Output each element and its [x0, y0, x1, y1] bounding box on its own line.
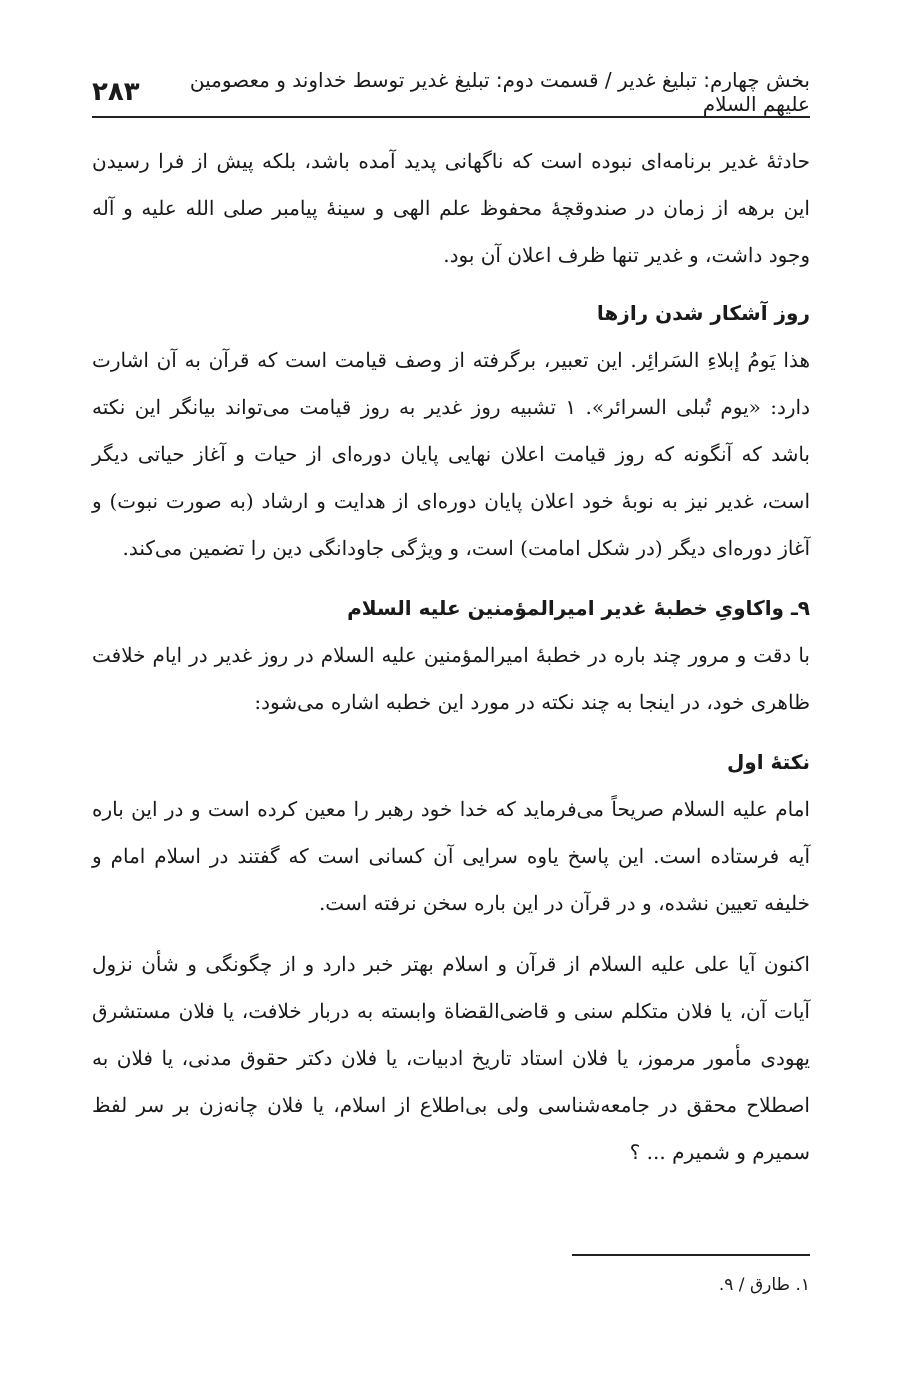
- paragraph-1: حادثهٔ غدیر برنامه‌ای نبوده است که ناگهانی پدید آمده باشد، بلکه پیش از فرا رسیدن این برهه از زمان در صندوقچهٔ محفوظ علم الهی و سینهٔ پیامبر صلی الله علیه و آله وجود داشت، و غدیر تنها ظرف اعلان آن بود.: [92, 149, 810, 267]
- page-number: ۲۸۳: [92, 77, 140, 107]
- paragraph-5: اکنون آیا علی علیه السلام از قرآن و اسلام بهتر خبر دارد و از چگونگی و شأن نزول آیات آن، یا فلان متکلم سنی و قاضی‌القضاة وابسته به دربار خلافت، یا فلان مستشرق یهودی مأمور مرموز، یا فلان استاد تاریخ ادبیات، یا فلان دکتر حقوق مدنی، یا فلان به اصطلاح محقق در جامعه‌شناسی ولی بی‌اطلاع از اسلام، یا فلان چانه‌زن بر سر لفظ سمیرم و شمیرم ... ؟: [92, 952, 810, 1164]
- section-heading-secrets-day: روز آشکار شدن رازها: [596, 301, 810, 325]
- header-rule: [92, 116, 810, 118]
- book-page: [92, 0, 810, 1390]
- running-title: بخش چهارم: تبلیغ غدیر / قسمت دوم: تبلیغ غدیر توسط خداوند و معصومین علیهم السلام: [189, 68, 810, 116]
- running-header: [92, 70, 810, 114]
- footnote-rule: [572, 1254, 810, 1256]
- paragraph-4: امام علیه السلام صریحاً می‌فرماید که خدا خود رهبر را معین کرده است و در این باره آیه فرستاده است. این پاسخ یاوه سرایی آن کسانی است که گفتند در اسلام امام و خلیفه تعیین نشده، و در قرآن در این باره سخن نرفته است.: [92, 797, 810, 915]
- paragraph-3: با دقت و مرور چند باره در خطبهٔ امیرالمؤمنین علیه السلام در روز غدیر در ایام خلافت ظاهری خود، در اینجا به چند نکته در مورد این خطبه اشاره می‌شود:: [92, 643, 810, 714]
- paragraph-2: هذا یَومُ إبلاءِ السَرائِر. این تعبیر، برگرفته از وصف قیامت است که قرآن به آن اشارت دارد: «یوم تُبلی السرائر». ۱ تشبیه روز غدیر به روز قیامت می‌تواند بیانگر این نکته باشد که آنگونه که روز قیامت اعلان نهایی پایان دوره‌ای از حیات و آغاز حیاتی دیگر است، غدیر نیز به نوبهٔ خود اعلان پایان دوره‌ای از هدایت و ارشاد (به صورت نبوت) و آغاز دوره‌ای دیگر (در شکل امامت) است، و ویژگی جاودانگی دین را تضمین می‌کند.: [92, 348, 810, 560]
- page-body: [92, 138, 810, 1176]
- section-heading-sermon-analysis: ۹ـ واکاویِ خطبهٔ غدیر امیرالمؤمنین علیه السلام: [347, 596, 810, 620]
- footnote: ۱. طارق / ۹.: [718, 1275, 810, 1295]
- section-heading-first-point: نکتهٔ اول: [726, 750, 810, 774]
